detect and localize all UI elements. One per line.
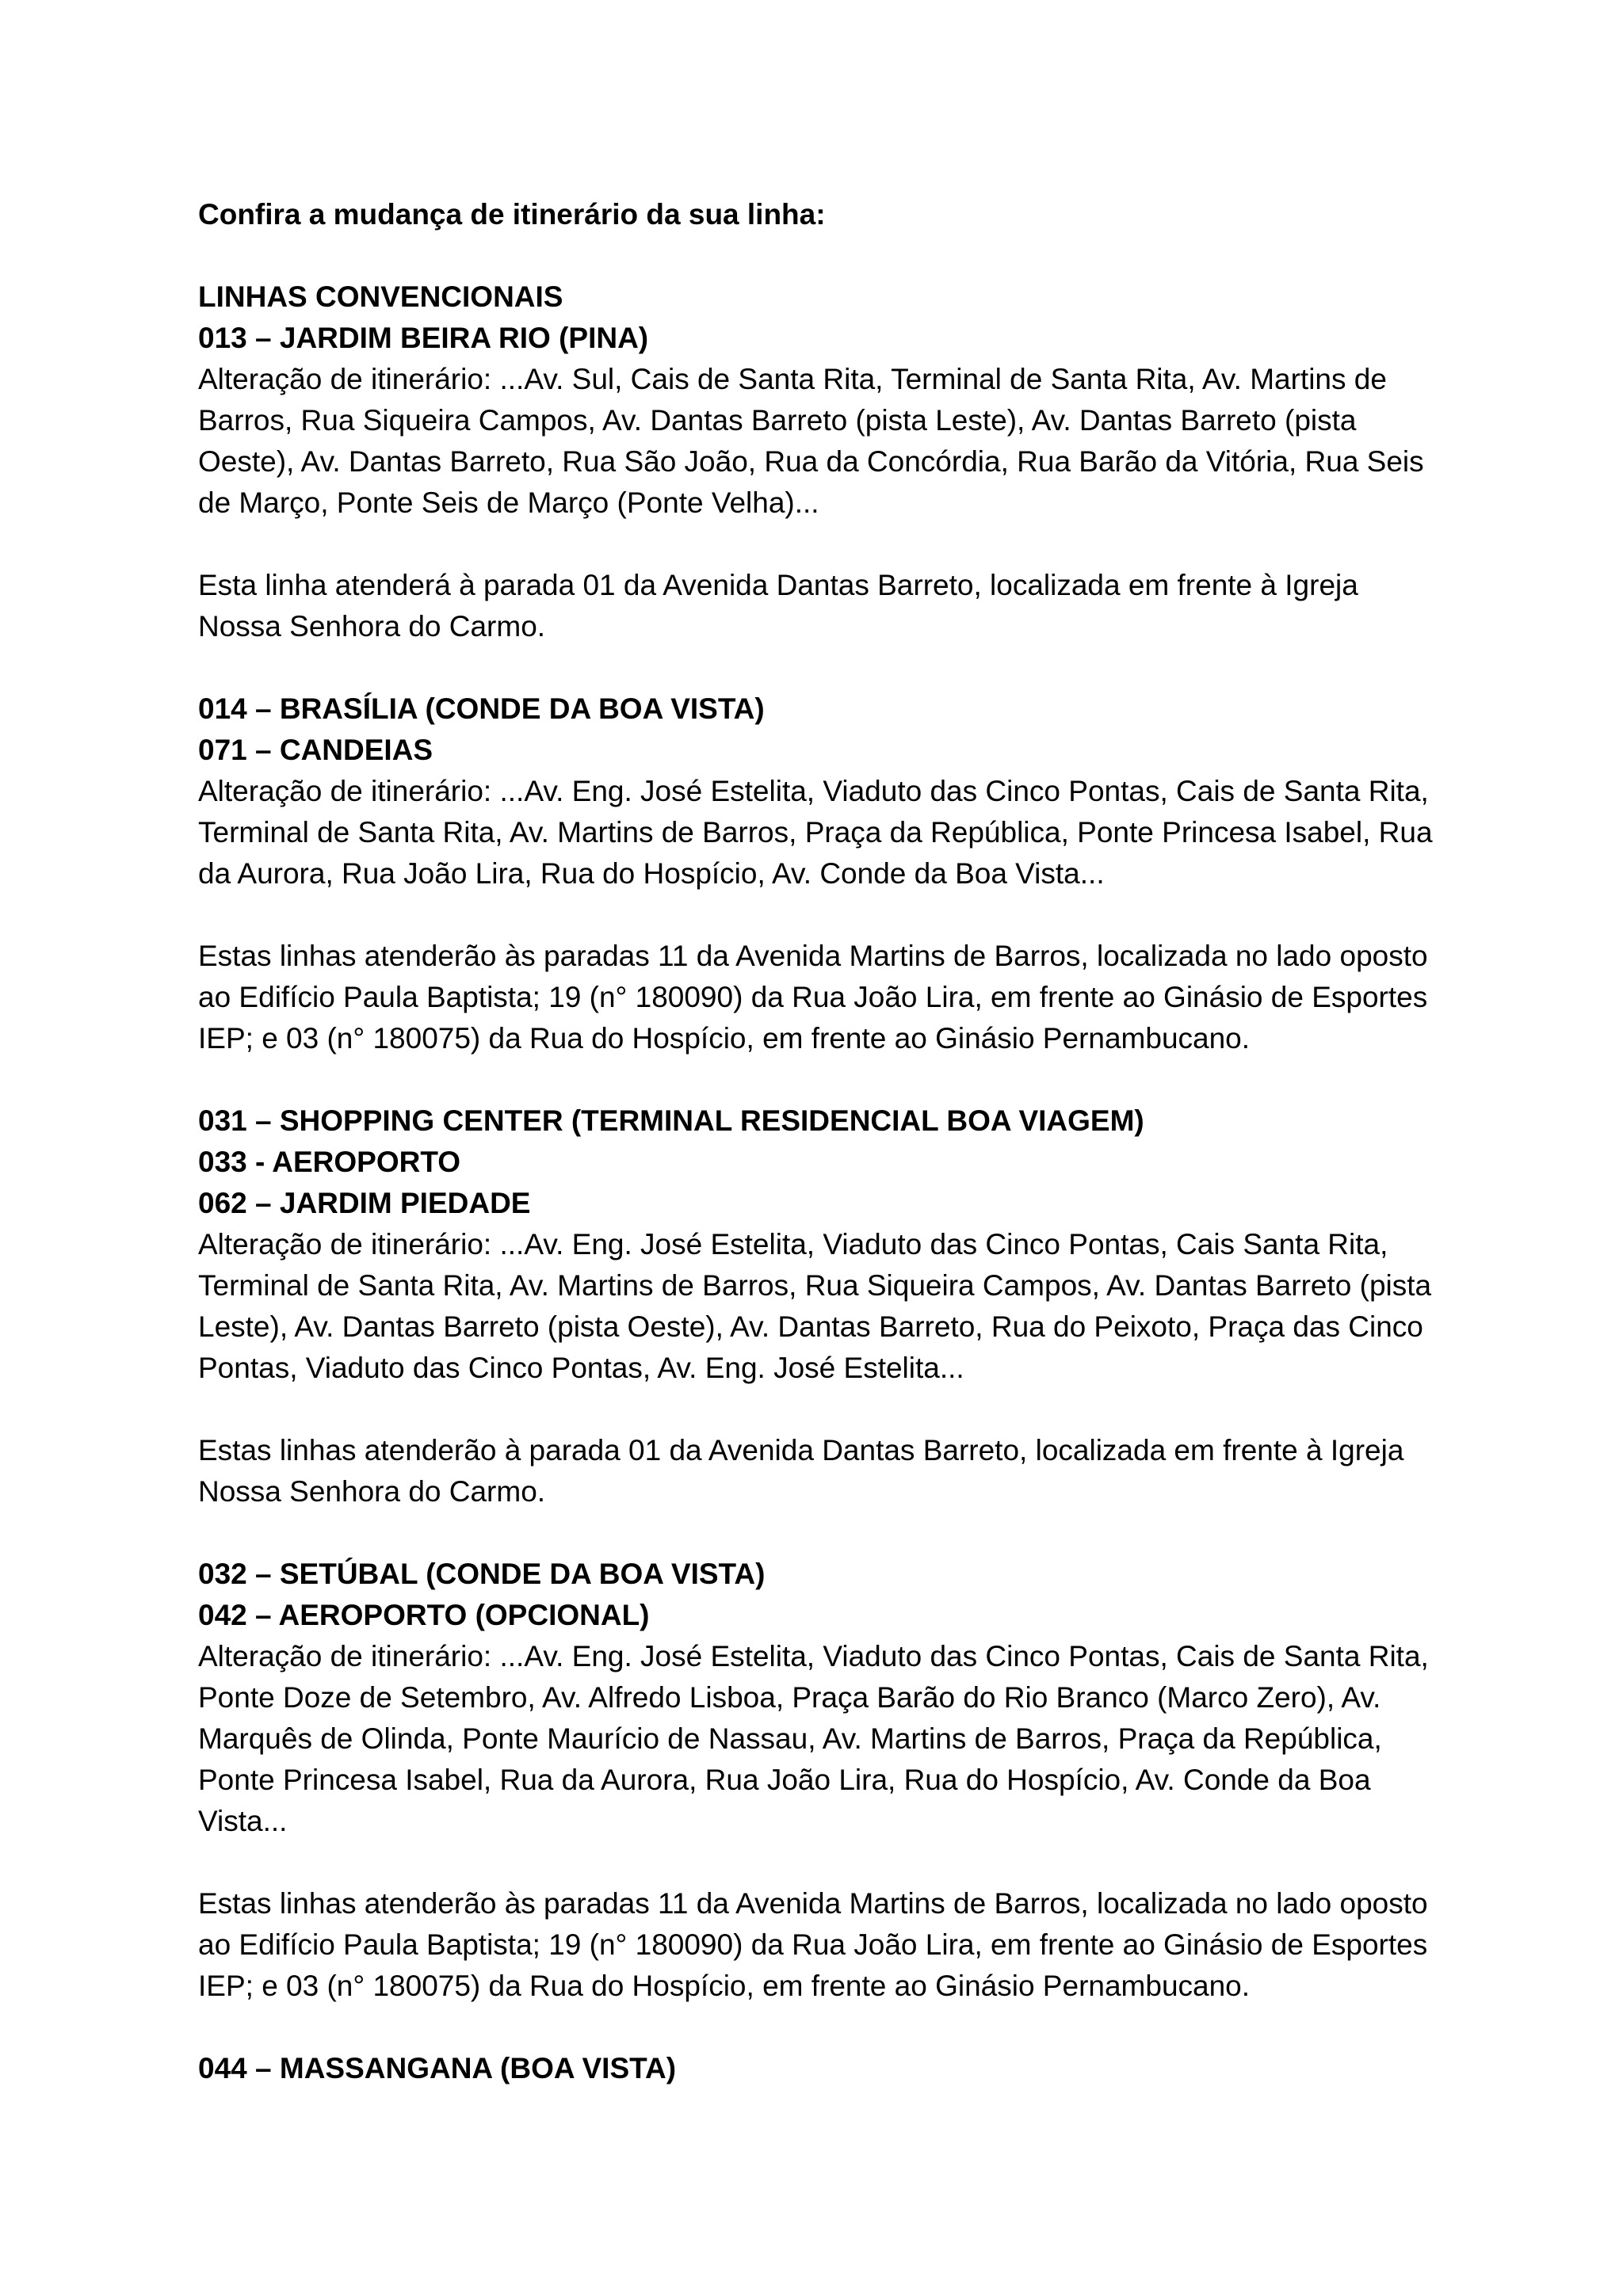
route-section <box>198 1100 1434 1512</box>
route-section <box>198 277 1434 647</box>
route-section <box>198 2048 1434 2089</box>
line-heading: 071 – CANDEIAS <box>198 734 433 766</box>
stop-note: Estas linhas atenderão à parada 01 da Avenida Dantas Barreto, localizada em frente à Igreja Nossa Senhora do Carmo. <box>198 1434 1404 1508</box>
itinerary-text: Alteração de itinerário: ...Av. Sul, Cais de Santa Rita, Terminal de Santa Rita, Av. Martins de Barros, Rua Siqueira Campos, Av. Dantas Barreto (pista Leste), Av. Dantas Barreto (pista Oeste), Av. Dantas Barreto, Rua São João, Rua da Concórdia, Rua Barão da Vitória, Rua Seis de Março, Ponte Seis de Março (Ponte Velha)... <box>198 363 1424 519</box>
line-heading: 062 – JARDIM PIEDADE <box>198 1187 531 1219</box>
stop-note: Esta linha atenderá à parada 01 da Avenida Dantas Barreto, localizada em frente à Igreja Nossa Senhora do Carmo. <box>198 569 1358 643</box>
line-heading: 031 – SHOPPING CENTER (TERMINAL RESIDENCIAL BOA VIAGEM) <box>198 1104 1144 1137</box>
stop-note: Estas linhas atenderão às paradas 11 da Avenida Martins de Barros, localizada no lado oposto ao Edifício Paula Baptista; 19 (n° 180090) da Rua João Lira, em frente ao Ginásio de Esportes IEP; e 03 (n° 180075) da Rua do Hospício, em frente ao Ginásio Pernambucano. <box>198 1887 1428 2002</box>
line-heading: 032 – SETÚBAL (CONDE DA BOA VISTA) <box>198 1558 766 1590</box>
line-heading: 033 - AEROPORTO <box>198 1146 461 1178</box>
document-intro: Confira a mudança de itinerário da sua linha: <box>198 198 826 231</box>
itinerary-text: Alteração de itinerário: ...Av. Eng. José Estelita, Viaduto das Cinco Pontas, Cais de Santa Rita, Ponte Doze de Setembro, Av. Alfredo Lisboa, Praça Barão do Rio Branco (Marco Zero), Av. Marquês de Olinda, Ponte Maurício de Nassau, Av. Martins de Barros, Praça da República, Ponte Princesa Isabel, Rua da Aurora, Rua João Lira, Rua do Hospício, Av. Conde da Boa Vista... <box>198 1640 1429 1837</box>
itinerary-text: Alteração de itinerário: ...Av. Eng. José Estelita, Viaduto das Cinco Pontas, Cais de Santa Rita, Terminal de Santa Rita, Av. Martins de Barros, Praça da República, Ponte Princesa Isabel, Rua da Aurora, Rua João Lira, Rua do Hospício, Av. Conde da Boa Vista... <box>198 775 1433 890</box>
section-title: LINHAS CONVENCIONAIS <box>198 280 563 313</box>
line-heading: 044 – MASSANGANA (BOA VISTA) <box>198 2052 677 2084</box>
stop-note: Estas linhas atenderão às paradas 11 da Avenida Martins de Barros, localizada no lado oposto ao Edifício Paula Baptista; 19 (n° 180090) da Rua João Lira, em frente ao Ginásio de Esportes IEP; e 03 (n° 180075) da Rua do Hospício, em frente ao Ginásio Pernambucano. <box>198 940 1428 1055</box>
line-heading: 013 – JARDIM BEIRA RIO (PINA) <box>198 322 649 354</box>
route-section <box>198 1554 1434 2007</box>
route-section <box>198 688 1434 1059</box>
itinerary-text: Alteração de itinerário: ...Av. Eng. José Estelita, Viaduto das Cinco Pontas, Cais Santa Rita, Terminal de Santa Rita, Av. Martins de Barros, Rua Siqueira Campos, Av. Dantas Barreto (pista Leste), Av. Dantas Barreto (pista Oeste), Av. Dantas Barreto, Rua do Peixoto, Praça das Cinco Pontas, Viaduto das Cinco Pontas, Av. Eng. José Estelita... <box>198 1228 1432 1384</box>
line-heading: 042 – AEROPORTO (OPCIONAL) <box>198 1599 650 1631</box>
document-page <box>198 194 1434 2130</box>
line-heading: 014 – BRASÍLIA (CONDE DA BOA VISTA) <box>198 692 765 725</box>
